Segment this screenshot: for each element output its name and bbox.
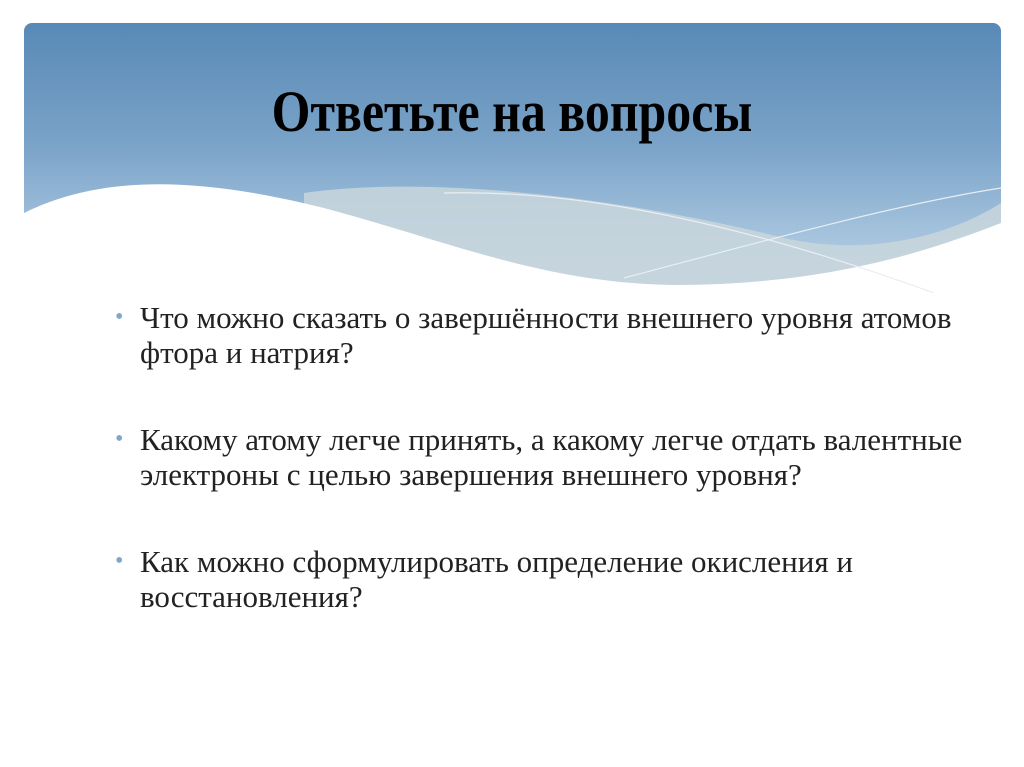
question-item [115, 422, 975, 492]
wave-decoration [24, 23, 1001, 293]
question-text: Какому атому легче принять, а какому легче отдать валентные электроны с целью завершения внешнего уровня? [140, 422, 963, 492]
question-list [115, 300, 975, 666]
header-banner [24, 23, 1001, 293]
question-item [115, 300, 975, 370]
bullet-icon: • [115, 426, 124, 452]
bullet-icon: • [115, 304, 124, 330]
slide-title: Ответьте на вопросы [271, 79, 753, 144]
bullet-icon: • [115, 548, 124, 574]
question-text: Что можно сказать о завершённости внешнего уровня атомов фтора и натрия? [140, 300, 952, 370]
question-item [115, 544, 975, 614]
question-text: Как можно сформулировать определение окисления и восстановления? [140, 544, 853, 614]
